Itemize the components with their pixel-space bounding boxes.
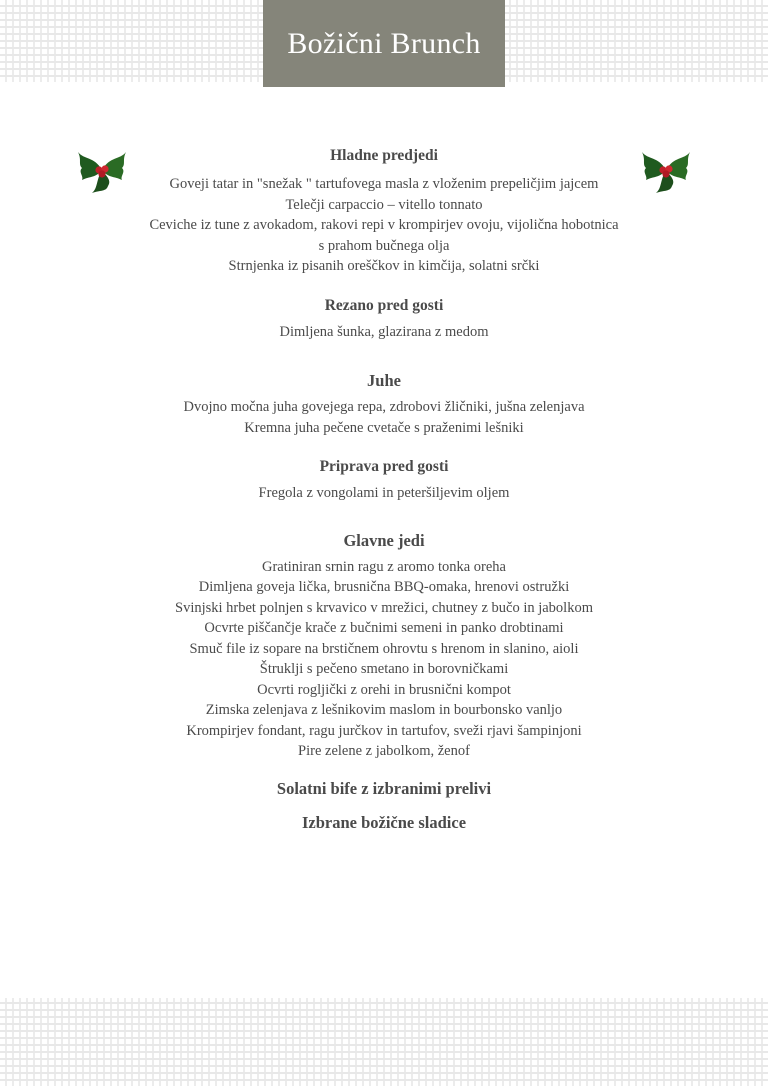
menu-item: Svinjski hrbet polnjen s krvavico v mrežici, chutney z bučo in jabolkom (175, 599, 593, 616)
menu-item: Štruklji s pečeno smetano in borovničkami (259, 661, 509, 677)
menu-item: Krompirjev fondant, ragu jurčkov in tartufov, sveži rjavi šampinjoni (186, 722, 582, 739)
page-title: Božični Brunch (287, 26, 481, 60)
menu-item: Fregola z vongolami in peteršiljevim oljem (258, 485, 510, 501)
menu-item: Dvojno močna juha govejega repa, zdrobovi žličniki, jušna zelenjava (183, 399, 585, 415)
menu-item: Gratiniran srnin ragu z aromo tonka oreha (262, 558, 506, 575)
menu-item: Dimljena goveja lička, brusnična BBQ-omaka, hrenovi ostružki (198, 579, 570, 595)
title-banner (263, 0, 505, 87)
menu-item: s prahom bučnega olja (318, 237, 450, 254)
menu-content (0, 145, 768, 834)
menu-item: Smuč file iz sopare na brstičnem ohrovtu s hrenom in slanino, aioli (189, 640, 579, 657)
section-title-glavne-jedi: Glavne jedi (343, 530, 425, 550)
section-title-priprava-pred-gosti: Priprava pred gosti (319, 458, 449, 475)
extra-bozicne-sladice: Izbrane božične sladice (301, 812, 467, 832)
bottom-pattern-band (0, 998, 768, 1086)
section-title-hladne-predjedi: Hladne predjedi (330, 147, 438, 164)
extra-solatni-bife: Solatni bife z izbranimi prelivi (276, 778, 492, 798)
menu-item: Ceviche iz tune z avokadom, rakovi repi v krompirjev ovoju, vijolična hobotnica (149, 217, 619, 233)
menu-item: Telečji carpaccio – vitello tonnato (285, 196, 483, 213)
menu-item: Zimska zelenjava z lešnikovim maslom in bourbonsko vanljo (205, 702, 563, 718)
menu-item: Dimljena šunka, glazirana z medom (279, 323, 489, 340)
menu-item: Goveji tatar in "snežak " tartufovega masla z vloženim prepeličjim jajcem (169, 176, 599, 192)
menu-item: Kremna juha pečene cvetače s praženimi lešniki (244, 419, 524, 436)
section-title-rezano-pred-gosti: Rezano pred gosti (324, 296, 444, 314)
menu-item: Ocvrte piščančje krače z bučnimi semeni in panko drobtinami (204, 620, 564, 636)
section-title-juhe: Juhe (367, 371, 401, 390)
menu-item: Pire zelene z jabolkom, ženof (298, 743, 470, 759)
menu-item: Strnjenka iz pisanih oreščkov in kimčija, solatni srčki (228, 258, 540, 274)
menu-item: Ocvrti roglji​čki z orehi in brusnični kompot (257, 681, 511, 698)
